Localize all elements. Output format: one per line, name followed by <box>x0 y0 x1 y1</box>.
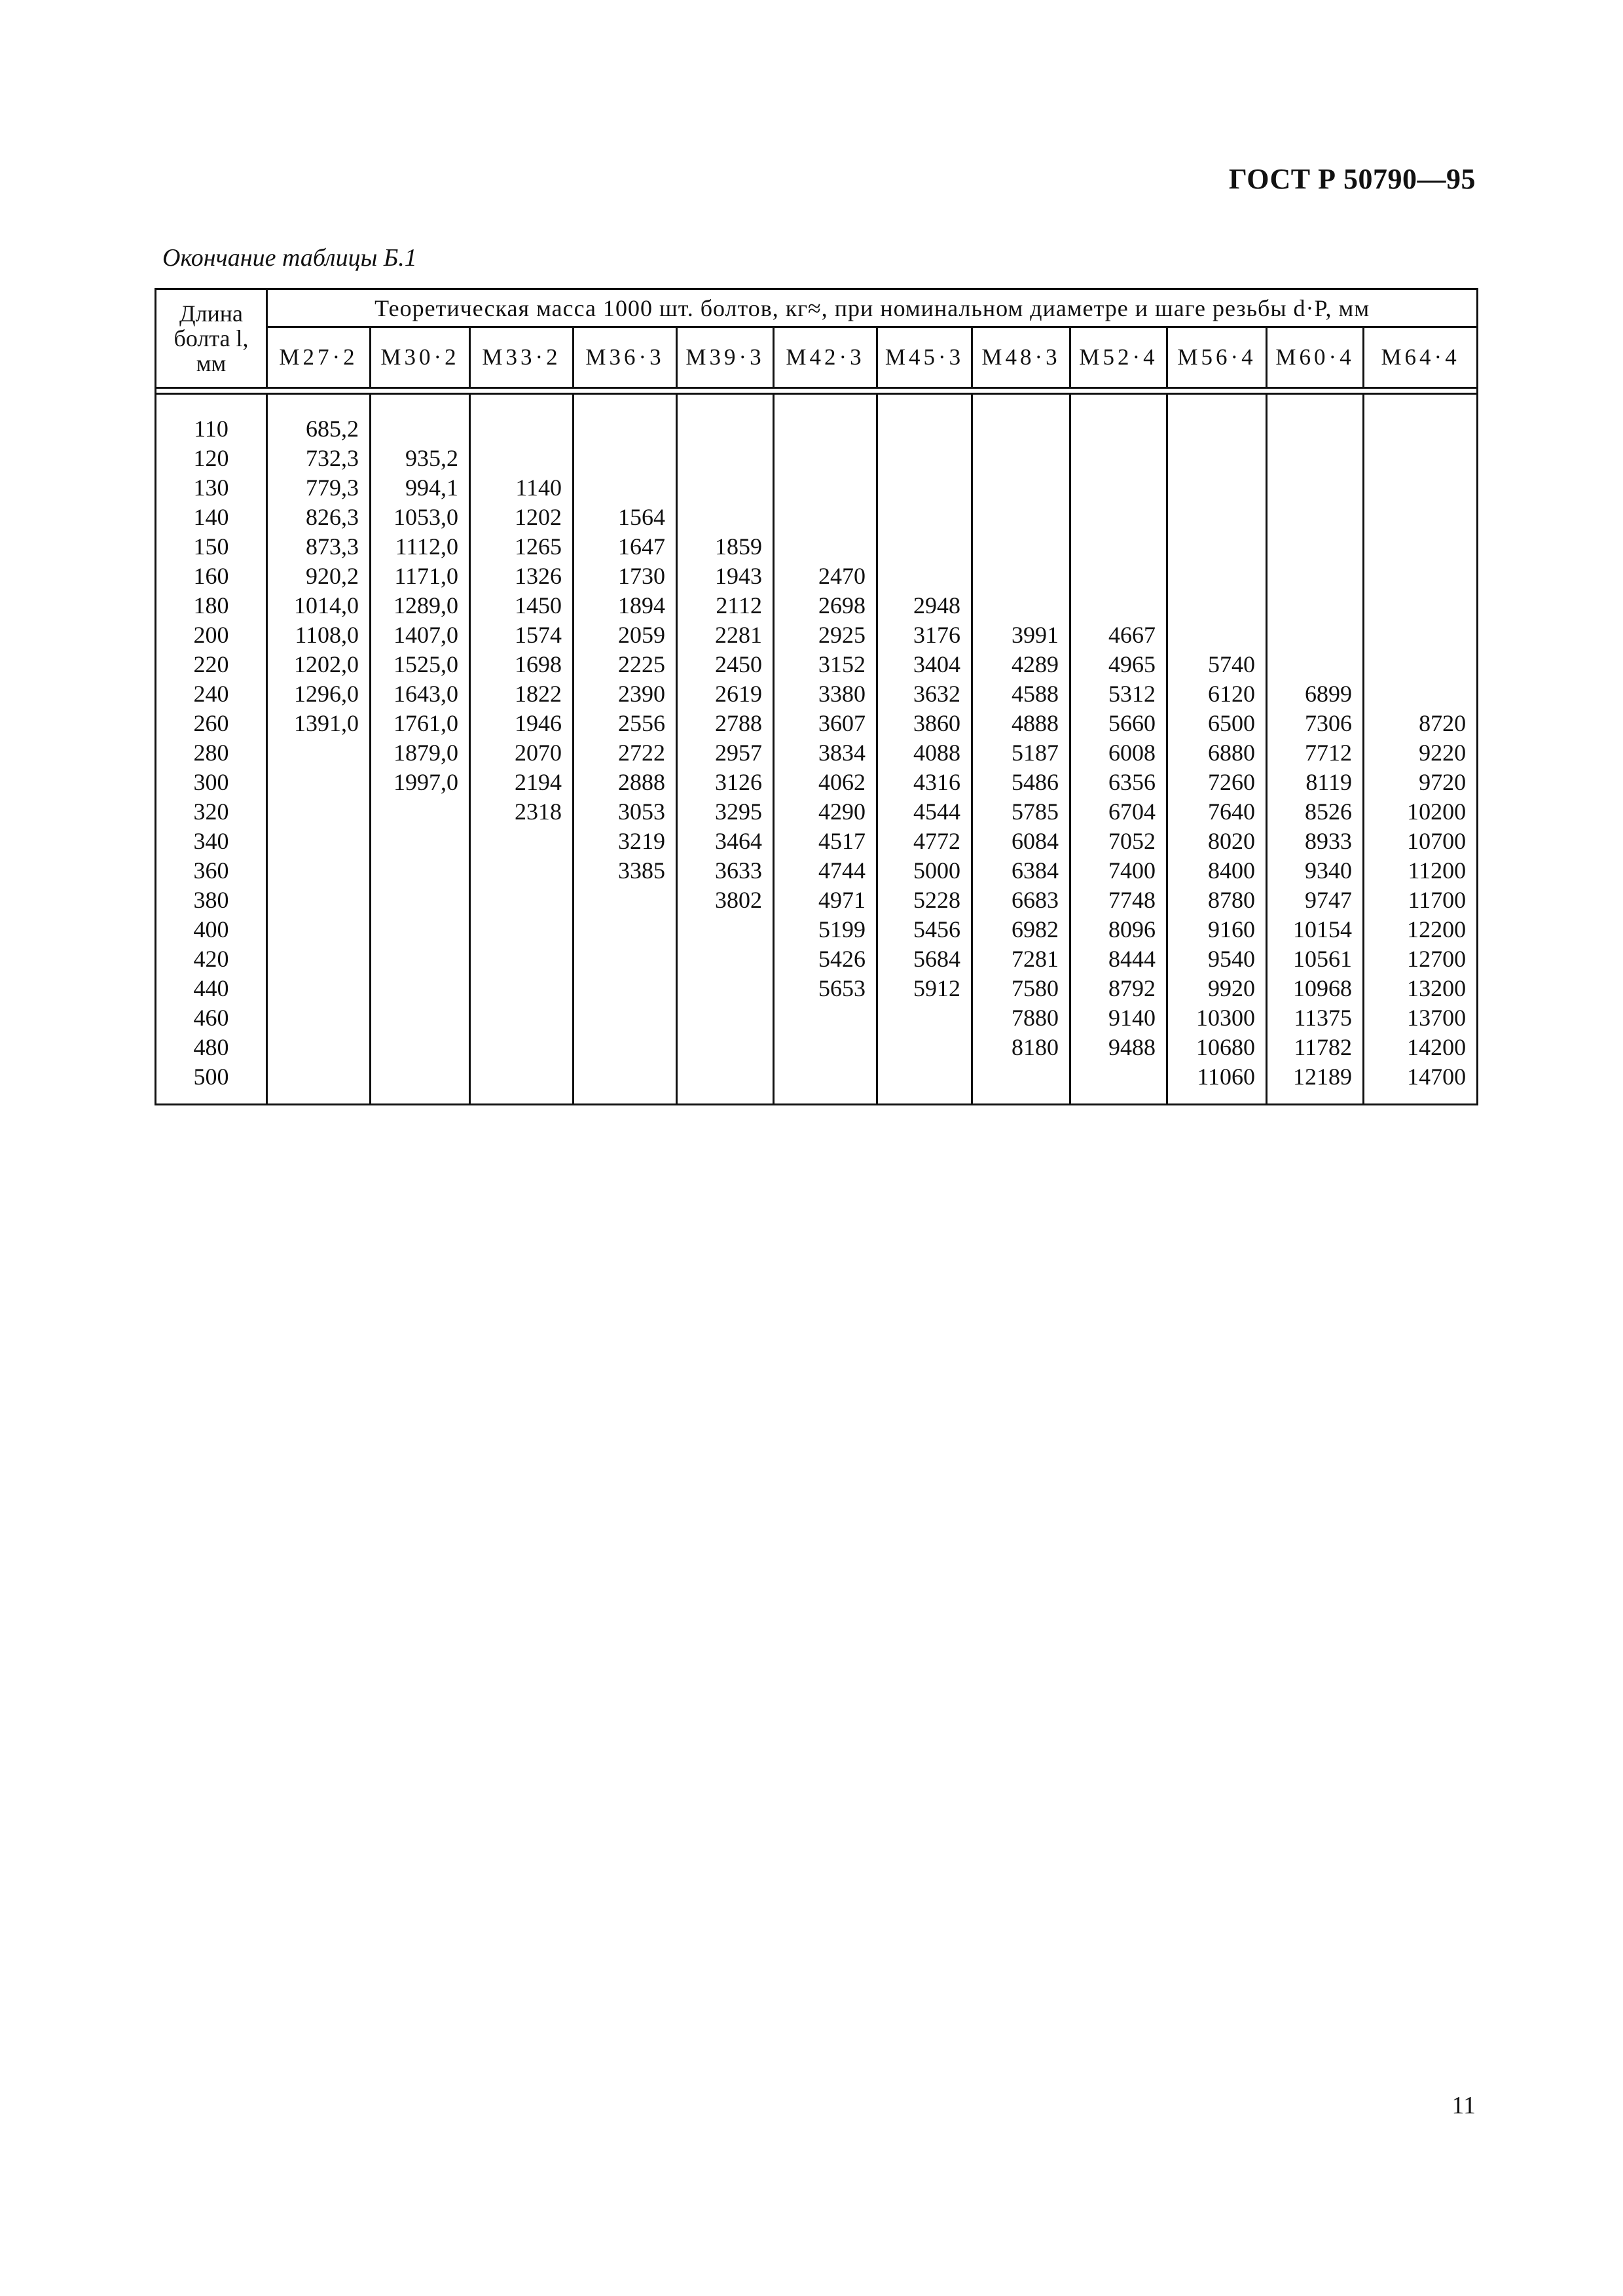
mass-value: 1822 <box>515 681 562 707</box>
mass-value: 11375 <box>1294 1005 1352 1031</box>
mass-value: 7281 <box>1012 946 1059 972</box>
mass-value: 994,1 <box>405 475 458 501</box>
mass-value: 10968 <box>1293 975 1352 1001</box>
mass-value: 6683 <box>1012 887 1059 913</box>
page-number: 11 <box>1451 2092 1476 2119</box>
mass-value: 9747 <box>1305 887 1352 913</box>
mass-value: 5684 <box>913 946 960 972</box>
mass-value: 1202 <box>515 504 562 530</box>
mass-value: 6704 <box>1108 798 1156 825</box>
empty-cell <box>1071 562 1156 591</box>
empty-cell <box>1071 444 1156 473</box>
mass-value: 10300 <box>1196 1005 1255 1031</box>
empty-cell <box>1071 532 1156 562</box>
empty-cell <box>1168 414 1255 444</box>
mass-value: 3152 <box>818 651 866 677</box>
mass-value: 6356 <box>1108 769 1156 795</box>
empty-cell <box>878 444 960 473</box>
empty-cell <box>1168 620 1255 650</box>
mass-value: 1879,0 <box>393 740 458 766</box>
mass-value: 4772 <box>913 828 960 854</box>
length-value: 380 <box>193 887 229 913</box>
mass-column <box>972 394 1070 1105</box>
empty-cell <box>678 444 762 473</box>
mass-value: 5199 <box>818 916 866 942</box>
empty-cell <box>1071 473 1156 503</box>
empty-cell <box>775 444 866 473</box>
mass-column <box>574 394 677 1105</box>
empty-cell <box>973 532 1059 562</box>
mass-value: 4088 <box>913 740 960 766</box>
mass-value: 7748 <box>1108 887 1156 913</box>
mass-value: 2070 <box>515 740 562 766</box>
mass-value: 4316 <box>913 769 960 795</box>
mass-value: 10200 <box>1407 798 1467 825</box>
mass-value: 8020 <box>1208 828 1255 854</box>
mass-value: 2948 <box>913 592 960 619</box>
empty-cell <box>1267 650 1352 679</box>
mass-column <box>1070 394 1167 1105</box>
mass-value: 4965 <box>1108 651 1156 677</box>
mass-value: 1140 <box>515 475 562 501</box>
mass-value: 1859 <box>715 533 762 560</box>
empty-cell <box>1267 503 1352 532</box>
mass-value: 5486 <box>1012 769 1059 795</box>
empty-cell <box>1364 562 1466 591</box>
length-column-header <box>156 289 267 388</box>
mass-value: 685,2 <box>306 416 359 442</box>
mass-value: 7260 <box>1208 769 1255 795</box>
mass-value: 6880 <box>1208 740 1255 766</box>
mass-value: 4062 <box>818 769 866 795</box>
empty-cell <box>1364 679 1466 709</box>
mass-value: 1265 <box>515 533 562 560</box>
mass-value: 9140 <box>1108 1005 1156 1031</box>
empty-cell <box>471 414 562 444</box>
mass-value: 2957 <box>715 740 762 766</box>
empty-cell <box>1168 503 1255 532</box>
mass-value: 3219 <box>618 828 665 854</box>
empty-cell <box>371 414 458 444</box>
length-value: 200 <box>193 622 229 648</box>
empty-cell <box>1168 473 1255 503</box>
mass-value: 14700 <box>1407 1064 1467 1090</box>
bolt-mass-table <box>155 288 1478 1105</box>
mass-value: 8119 <box>1305 769 1352 795</box>
mass-value: 6982 <box>1012 916 1059 942</box>
mass-value: 10680 <box>1196 1034 1255 1060</box>
empty-cell <box>1267 562 1352 591</box>
empty-cell <box>1168 532 1255 562</box>
mass-value: 7052 <box>1108 828 1156 854</box>
mass-value: 1407,0 <box>393 622 458 648</box>
mass-value: 2925 <box>818 622 866 648</box>
diameter-header: M48·3 <box>972 327 1070 388</box>
mass-value: 1943 <box>715 563 762 589</box>
empty-cell <box>973 473 1059 503</box>
empty-cell <box>1364 473 1466 503</box>
mass-value: 6500 <box>1208 710 1255 736</box>
mass-value: 3380 <box>818 681 866 707</box>
empty-cell <box>1364 620 1466 650</box>
mass-value: 11060 <box>1197 1064 1255 1090</box>
mass-value: 1108,0 <box>295 622 359 648</box>
mass-value: 2450 <box>715 651 762 677</box>
mass-value: 2788 <box>715 710 762 736</box>
mass-value: 1053,0 <box>393 504 458 530</box>
mass-value: 3607 <box>818 710 866 736</box>
diameter-header: M42·3 <box>774 327 877 388</box>
empty-cell <box>878 532 960 562</box>
mass-value: 2698 <box>818 592 866 619</box>
mass-value: 3991 <box>1012 622 1059 648</box>
mass-value: 3834 <box>818 740 866 766</box>
mass-value: 1326 <box>515 563 562 589</box>
empty-cell <box>471 444 562 473</box>
length-value: 440 <box>193 975 229 1001</box>
empty-cell <box>1364 444 1466 473</box>
empty-cell <box>1267 532 1352 562</box>
mass-value: 2556 <box>618 710 665 736</box>
mass-value: 9488 <box>1108 1034 1156 1060</box>
mass-value: 779,3 <box>306 475 359 501</box>
mass-value: 3802 <box>715 887 762 913</box>
mass-column <box>1167 394 1267 1105</box>
mass-value: 11200 <box>1408 857 1467 884</box>
mass-value: 1289,0 <box>393 592 458 619</box>
empty-cell <box>574 414 665 444</box>
empty-cell <box>1364 650 1466 679</box>
mass-value: 1643,0 <box>393 681 458 707</box>
length-value: 480 <box>193 1034 229 1060</box>
mass-value: 7640 <box>1208 798 1255 825</box>
mass-value: 3126 <box>715 769 762 795</box>
mass-value: 1525,0 <box>393 651 458 677</box>
mass-value: 732,3 <box>306 445 359 471</box>
mass-value: 5312 <box>1108 681 1156 707</box>
mass-value: 4289 <box>1012 651 1059 677</box>
mass-value: 1296,0 <box>294 681 359 707</box>
mass-value: 7306 <box>1305 710 1352 736</box>
empty-cell <box>574 473 665 503</box>
empty-cell <box>1364 414 1466 444</box>
mass-column <box>774 394 877 1105</box>
empty-cell <box>678 414 762 444</box>
mass-value: 2722 <box>618 740 665 766</box>
mass-value: 3464 <box>715 828 762 854</box>
mass-value: 3053 <box>618 798 665 825</box>
mass-value: 3385 <box>618 857 665 884</box>
mass-value: 2112 <box>716 592 762 619</box>
mass-value: 5426 <box>818 946 866 972</box>
mass-value: 5912 <box>913 975 960 1001</box>
empty-cell <box>1168 444 1255 473</box>
length-value: 360 <box>193 857 229 884</box>
length-value: 400 <box>193 916 229 942</box>
mass-value: 5785 <box>1012 798 1059 825</box>
mass-value: 4744 <box>818 857 866 884</box>
length-value: 460 <box>193 1005 229 1031</box>
mass-value: 5740 <box>1208 651 1255 677</box>
empty-cell <box>1267 414 1352 444</box>
mass-value: 9540 <box>1208 946 1255 972</box>
mass-value: 2390 <box>618 681 665 707</box>
mass-value: 5000 <box>913 857 960 884</box>
empty-cell <box>878 414 960 444</box>
diameter-header: M30·2 <box>371 327 470 388</box>
mass-value: 1574 <box>515 622 562 648</box>
mass-column <box>470 394 574 1105</box>
mass-value: 920,2 <box>306 563 359 589</box>
empty-cell <box>775 414 866 444</box>
length-value: 180 <box>193 592 229 619</box>
mass-column <box>877 394 972 1105</box>
mass-value: 9920 <box>1208 975 1255 1001</box>
mass-value: 13700 <box>1407 1005 1467 1031</box>
data-row <box>156 394 1478 1105</box>
length-header-line-3: мм <box>196 350 227 376</box>
mass-value: 1761,0 <box>393 710 458 736</box>
mass-value: 1202,0 <box>294 651 359 677</box>
mass-value: 6008 <box>1108 740 1156 766</box>
length-value: 280 <box>193 740 229 766</box>
length-value: 160 <box>193 563 229 589</box>
empty-cell <box>973 591 1059 620</box>
mass-value: 1698 <box>515 651 562 677</box>
empty-cell <box>878 503 960 532</box>
empty-cell <box>973 444 1059 473</box>
mass-value: 2281 <box>715 622 762 648</box>
mass-value: 7880 <box>1012 1005 1059 1031</box>
mass-value: 7580 <box>1012 975 1059 1001</box>
mass-value: 2318 <box>515 798 562 825</box>
length-value: 420 <box>193 946 229 972</box>
diameter-header: M33·2 <box>470 327 574 388</box>
empty-cell <box>678 473 762 503</box>
length-column <box>156 394 267 1105</box>
mass-span-header: Теоретическая масса 1000 шт. болтов, кг≈, при номинальном диаметре и шаге резьбы d·P, мм <box>267 289 1478 327</box>
mass-value: 14200 <box>1407 1034 1467 1060</box>
length-value: 300 <box>193 769 229 795</box>
mass-value: 5653 <box>818 975 866 1001</box>
mass-value: 1014,0 <box>294 592 359 619</box>
mass-value: 9340 <box>1305 857 1352 884</box>
diameter-header: M39·3 <box>677 327 774 388</box>
mass-value: 2888 <box>618 769 665 795</box>
length-header-line-2: болта l, <box>173 325 249 351</box>
mass-value: 935,2 <box>405 445 458 471</box>
mass-value: 1112,0 <box>395 533 458 560</box>
empty-cell <box>1364 532 1466 562</box>
mass-value: 3176 <box>913 622 960 648</box>
mass-value: 7400 <box>1108 857 1156 884</box>
mass-value: 9720 <box>1419 769 1467 795</box>
mass-value: 4290 <box>818 798 866 825</box>
empty-cell <box>1071 414 1156 444</box>
mass-value: 3633 <box>715 857 762 884</box>
empty-cell <box>678 503 762 532</box>
mass-value: 6084 <box>1012 828 1059 854</box>
diameter-header: M60·4 <box>1267 327 1364 388</box>
diameter-header: M45·3 <box>877 327 972 388</box>
length-value: 340 <box>193 828 229 854</box>
mass-value: 6384 <box>1012 857 1059 884</box>
empty-cell <box>973 414 1059 444</box>
empty-cell <box>1267 591 1352 620</box>
header-separator-row <box>156 388 1478 394</box>
diameter-header: M52·4 <box>1070 327 1167 388</box>
empty-cell <box>1071 503 1156 532</box>
mass-value: 8526 <box>1305 798 1352 825</box>
length-value: 500 <box>193 1064 229 1090</box>
empty-cell <box>878 562 960 591</box>
empty-cell <box>878 473 960 503</box>
mass-value: 3632 <box>913 681 960 707</box>
empty-cell <box>775 532 866 562</box>
empty-cell <box>775 503 866 532</box>
mass-value: 3860 <box>913 710 960 736</box>
mass-value: 2059 <box>618 622 665 648</box>
mass-value: 4888 <box>1012 710 1059 736</box>
mass-value: 5456 <box>913 916 960 942</box>
mass-value: 1894 <box>618 592 665 619</box>
mass-value: 9160 <box>1208 916 1255 942</box>
mass-value: 1564 <box>618 504 665 530</box>
diameter-header: M27·2 <box>267 327 371 388</box>
empty-cell <box>574 444 665 473</box>
mass-value: 1730 <box>618 563 665 589</box>
mass-value: 10700 <box>1407 828 1467 854</box>
empty-cell <box>1267 444 1352 473</box>
mass-value: 8180 <box>1012 1034 1059 1060</box>
mass-column <box>1364 394 1478 1105</box>
empty-cell <box>775 473 866 503</box>
mass-value: 2619 <box>715 681 762 707</box>
mass-value: 12200 <box>1407 916 1467 942</box>
diameter-header-row <box>156 327 1478 388</box>
document-code: ГОСТ Р 50790—95 <box>1228 163 1476 195</box>
mass-value: 13200 <box>1407 975 1467 1001</box>
empty-cell <box>1168 562 1255 591</box>
header-separator <box>156 388 1478 394</box>
length-value: 120 <box>193 445 229 471</box>
mass-value: 11782 <box>1294 1034 1352 1060</box>
mass-value: 4971 <box>818 887 866 913</box>
mass-value: 4667 <box>1108 622 1156 648</box>
mass-value: 2225 <box>618 651 665 677</box>
empty-cell <box>1071 591 1156 620</box>
mass-value: 12189 <box>1293 1064 1352 1090</box>
length-value: 220 <box>193 651 229 677</box>
mass-value: 3404 <box>913 651 960 677</box>
mass-value: 2194 <box>515 769 562 795</box>
mass-value: 6120 <box>1208 681 1255 707</box>
mass-value: 6899 <box>1305 681 1352 707</box>
mass-value: 8933 <box>1305 828 1352 854</box>
table-caption: Окончание таблицы Б.1 <box>162 244 417 272</box>
length-header-line-1: Длина <box>179 300 244 327</box>
length-value: 320 <box>193 798 229 825</box>
length-value: 260 <box>193 710 229 736</box>
mass-column <box>1267 394 1364 1105</box>
diameter-header: M64·4 <box>1364 327 1478 388</box>
mass-value: 7712 <box>1305 740 1352 766</box>
empty-cell <box>973 503 1059 532</box>
mass-value: 826,3 <box>306 504 359 530</box>
mass-value: 10154 <box>1293 916 1352 942</box>
mass-value: 8720 <box>1419 710 1467 736</box>
mass-column <box>267 394 371 1105</box>
length-value: 130 <box>193 475 229 501</box>
mass-value: 5187 <box>1012 740 1059 766</box>
mass-value: 8792 <box>1108 975 1156 1001</box>
mass-value: 1647 <box>618 533 665 560</box>
mass-value: 8096 <box>1108 916 1156 942</box>
mass-value: 8780 <box>1208 887 1255 913</box>
mass-value: 9220 <box>1419 740 1467 766</box>
mass-value: 3295 <box>715 798 762 825</box>
mass-value: 5660 <box>1108 710 1156 736</box>
mass-value: 873,3 <box>306 533 359 560</box>
empty-cell <box>973 562 1059 591</box>
mass-value: 5228 <box>913 887 960 913</box>
mass-value: 4588 <box>1012 681 1059 707</box>
mass-value: 4517 <box>818 828 866 854</box>
mass-column <box>371 394 470 1105</box>
mass-value: 12700 <box>1407 946 1467 972</box>
mass-value: 2470 <box>818 563 866 589</box>
mass-value: 8444 <box>1108 946 1156 972</box>
length-value: 140 <box>193 504 229 530</box>
mass-value: 4544 <box>913 798 960 825</box>
mass-value: 1946 <box>515 710 562 736</box>
empty-cell <box>1364 591 1466 620</box>
mass-value: 1450 <box>515 592 562 619</box>
mass-value: 10561 <box>1293 946 1352 972</box>
length-value: 150 <box>193 533 229 560</box>
diameter-header: M56·4 <box>1167 327 1267 388</box>
empty-cell <box>1267 473 1352 503</box>
mass-value: 1171,0 <box>394 563 458 589</box>
empty-cell <box>1364 503 1466 532</box>
empty-cell <box>1168 591 1255 620</box>
diameter-header: M36·3 <box>574 327 677 388</box>
mass-column <box>677 394 774 1105</box>
mass-value: 1391,0 <box>294 710 359 736</box>
length-value: 240 <box>193 681 229 707</box>
mass-value: 8400 <box>1208 857 1255 884</box>
length-value: 110 <box>194 416 228 442</box>
mass-value: 1997,0 <box>393 769 458 795</box>
empty-cell <box>1267 620 1352 650</box>
mass-value: 11700 <box>1408 887 1467 913</box>
